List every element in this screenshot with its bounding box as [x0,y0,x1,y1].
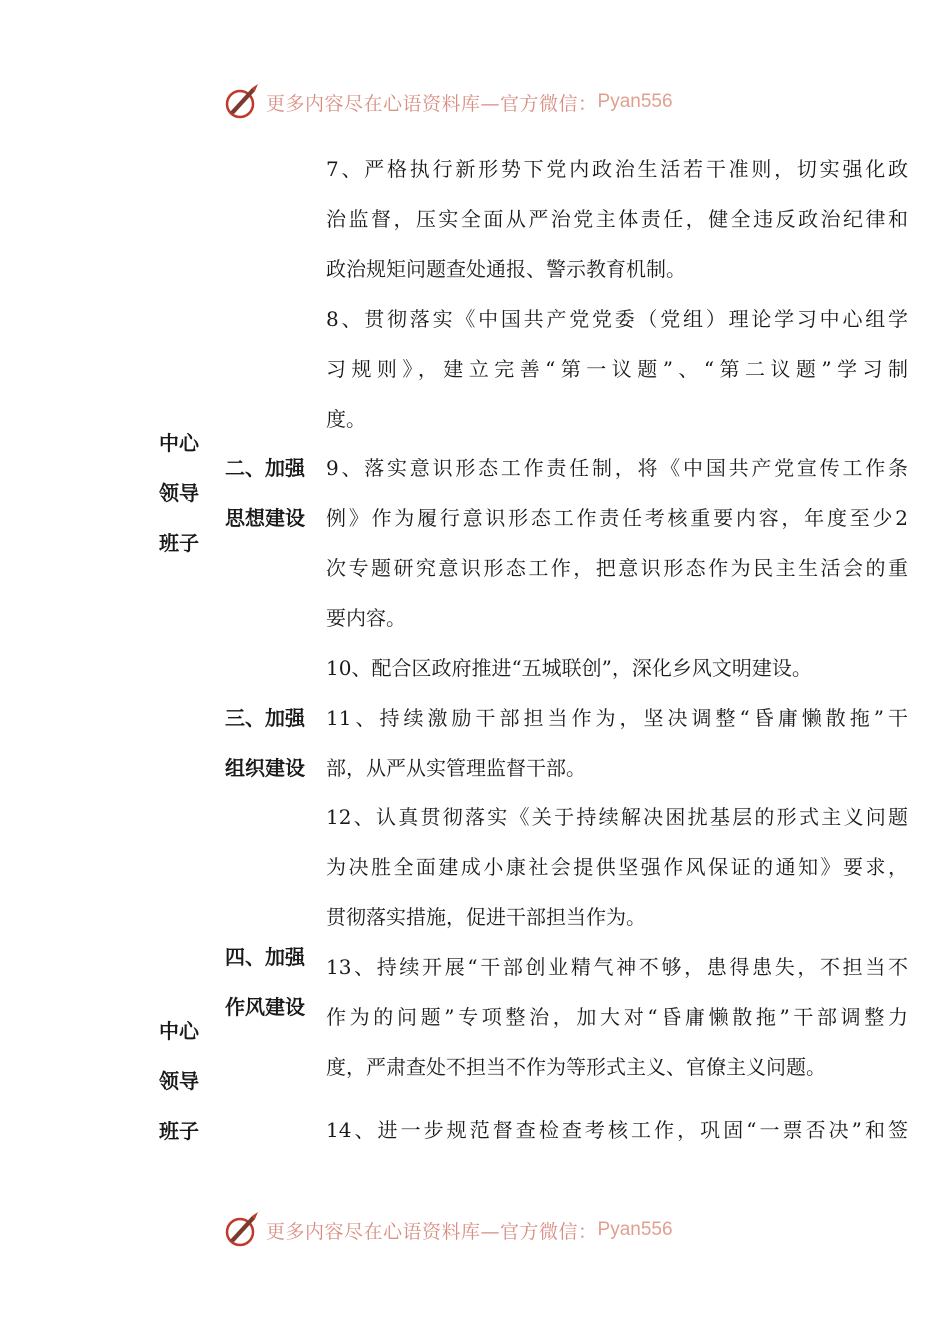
body-text-line: 12、认真贯彻落实《关于持续解决困扰基层的形式主义问题 [326,805,908,829]
body-text-line: 贯彻落实措施，促进干部担当作为。 [326,905,646,929]
body-text-line: 作为的问题”专项整治，加大对“昏庸懒散拖”干部调整力 [326,1005,908,1029]
body-text-line: 度。 [326,407,366,431]
watermark-wechat-id: Pyan556 [597,91,673,112]
category-label: 中心 领导 班子 [159,431,199,555]
body-text-line: 要内容。 [326,606,406,630]
body-text-line: 例》作为履行意识形态工作责任考核重要内容，年度至少2 [326,506,908,530]
body-text-line: 14、进一步规范督查检查考核工作，巩固“一票否决”和签 [326,1118,908,1142]
quill-logo-icon [222,82,262,122]
body-text-line: 13、持续开展“干部创业精气神不够，患得患失，不担当不 [326,955,908,979]
header-watermark [222,82,722,122]
section-label: 四、加强 作风建设 [225,945,305,1019]
body-text-line: 11、持续激励干部担当作为，坚决调整“昏庸懒散拖”干 [326,706,908,730]
body-text-line: 政治规矩问题查处通报、警示教育机制。 [326,257,686,281]
watermark-text: 更多内容尽在心语资料库—官方微信： [266,1220,598,1243]
body-text-line: 部，从严从实管理监督干部。 [326,756,586,780]
body-text-line: 10、配合区政府推进“五城联创”，深化乡风文明建设。 [326,656,812,680]
category-label: 中心 领导 班子 [159,1019,199,1143]
body-text-line: 次专题研究意识形态工作，把意识形态作为民主生活会的重 [326,556,908,580]
quill-logo-icon [222,1210,262,1250]
footer-watermark [222,1210,722,1250]
body-text-line: 习规则》，建立完善“第一议题”、“第二议题”学习制 [326,357,908,381]
body-text-line: 9、落实意识形态工作责任制，将《中国共产党宣传工作条 [326,456,908,480]
body-text-line: 7、严格执行新形势下党内政治生活若干准则，切实强化政 [326,157,908,181]
watermark-text: 更多内容尽在心语资料库—官方微信： [266,92,598,115]
watermark-wechat-id: Pyan556 [597,1219,673,1240]
body-text-line: 度，严肃查处不担当不作为等形式主义、官僚主义问题。 [326,1055,826,1079]
section-label: 三、加强 组织建设 [225,706,305,780]
section-label: 二、加强 思想建设 [225,456,305,530]
body-text-line: 8、贯彻落实《中国共产党党委（党组）理论学习中心组学 [326,307,908,331]
body-text-line: 为决胜全面建成小康社会提供坚强作风保证的通知》要求， [326,855,908,879]
body-text-line: 治监督，压实全面从严治党主体责任，健全违反政治纪律和 [326,207,908,231]
